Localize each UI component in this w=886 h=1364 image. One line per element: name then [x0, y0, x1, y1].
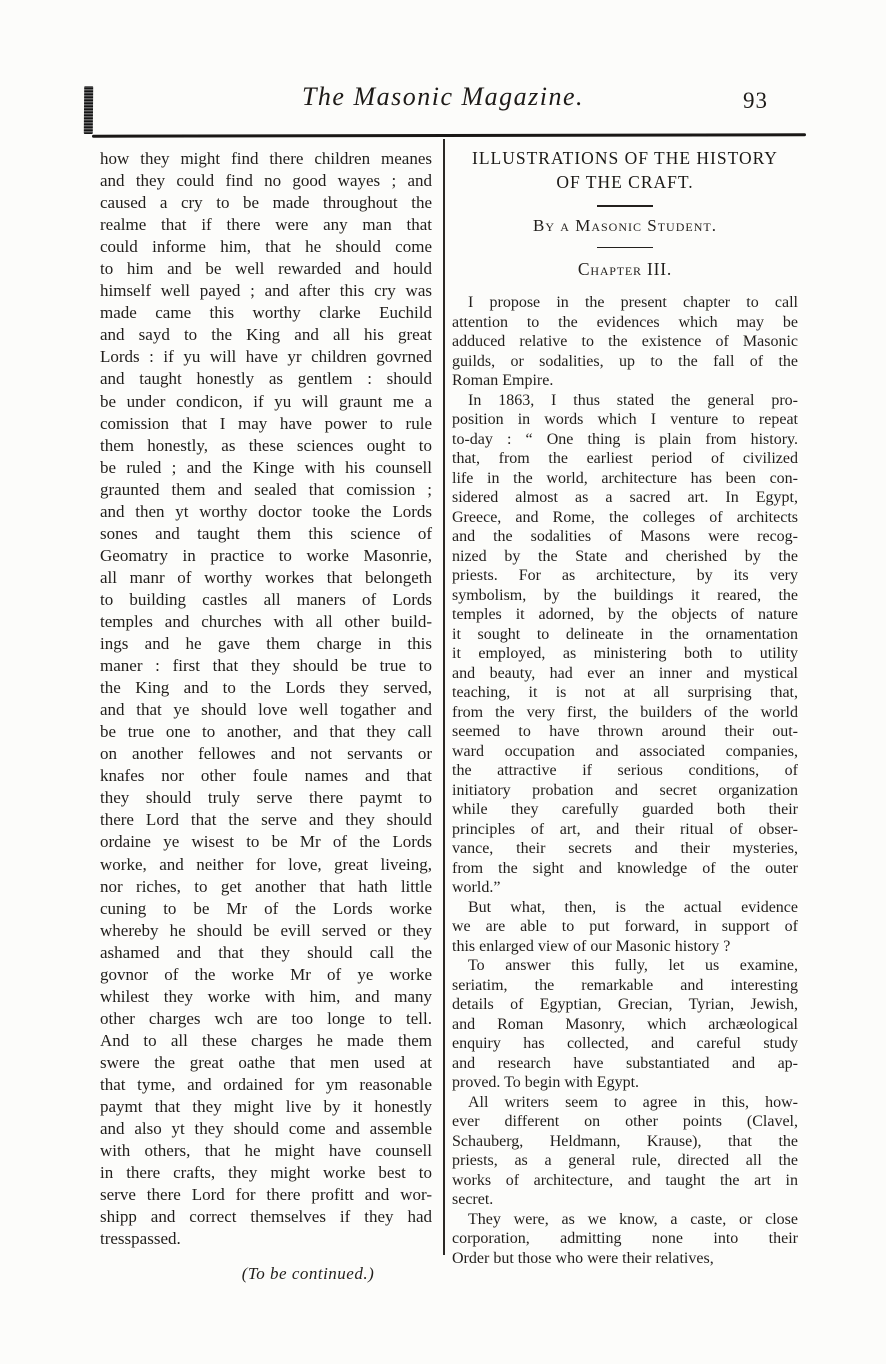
text-line: attention to the evidences which may be	[452, 313, 798, 331]
text-line: and beauty, had ever an inner and mystical	[452, 664, 798, 682]
text-line: world.”	[452, 879, 501, 897]
text-line: ings and he gave them charge in this	[100, 634, 432, 654]
text-line: knafes nor other foule names and that	[100, 766, 432, 786]
text-line: ward occupation and associated companies,	[452, 742, 798, 760]
paragraph	[452, 391, 798, 898]
text-line: whilest they worke with him, and many	[100, 986, 432, 1006]
text-line: and they could find no good wayes ; and	[100, 171, 432, 191]
text-line: I propose in the present chapter to call	[468, 294, 798, 312]
text-line: from the sight and knowledge of the outer	[452, 859, 798, 877]
text-line: that, from the earliest period of civilized	[452, 450, 798, 468]
paragraph	[452, 956, 798, 1093]
text-line: tresspassed.	[100, 1229, 181, 1249]
text-line: be under condicon, if yu will graunt me a	[100, 391, 432, 411]
text-line: Geomatry in practice to worke Masonrie,	[100, 545, 432, 565]
text-line: priests. For as architecture, by its very	[452, 567, 798, 585]
header-rule	[92, 133, 806, 137]
text-line: life in the world, architecture has been con-	[452, 469, 798, 487]
text-line: corporation, admitting none into their	[452, 1230, 798, 1248]
text-line: nized by the State and cherished by the	[452, 547, 798, 565]
text-line: sidered almost as a sacred art. In Egypt,	[452, 489, 798, 507]
text-line: whereby he should be evill served or they	[100, 920, 432, 940]
continuation-note: (To be continued.)	[241, 1264, 375, 1284]
journal-title: The Masonic Magazine.	[301, 82, 585, 111]
text-line: proved. To begin with Egypt.	[452, 1074, 640, 1092]
title-rule	[597, 205, 653, 207]
chapter-heading: Chapter III.	[577, 259, 673, 280]
text-line: cuning to be Mr of the Lords worke	[100, 898, 432, 918]
text-line: temples it adorned, by the objects of nature	[452, 606, 798, 624]
byline-rule	[597, 247, 653, 249]
text-line: on another fellowes and not servants or	[100, 744, 432, 764]
text-line: it sought to delineate in the ornamentation	[452, 625, 798, 643]
text-line: to him and be well rewarded and hould	[100, 259, 432, 279]
text-line: to-day : “ One thing is plain from history.	[452, 430, 798, 448]
text-line: Schauberg, Heldmann, Krause), that the	[452, 1132, 798, 1150]
text-line: In 1863, I thus stated the general pro-	[468, 391, 798, 409]
text-line: maner : first that they should be true to	[100, 656, 432, 676]
left-column-text	[100, 148, 432, 1250]
text-line: made came this worthy clarke Euchild	[100, 303, 432, 323]
text-line: and Roman Masonry, which archæological	[452, 1015, 798, 1033]
text-line: They were, as we know, a caste, or close	[468, 1210, 798, 1228]
text-line: enquiry has collected, and careful study	[452, 1035, 798, 1053]
text-line: graunted them and sealed that comission ;	[100, 479, 432, 499]
text-line: the King and to the Lords they served,	[100, 678, 432, 698]
text-line: from the very first, the builders of the world	[452, 703, 798, 721]
right-column	[452, 146, 798, 1268]
text-line: initiatory probation and secret organization	[452, 781, 798, 799]
text-line: But what, then, is the actual evidence	[468, 898, 798, 916]
text-line: all manr of worthy workes that belongeth	[100, 567, 432, 587]
right-column-text	[452, 293, 798, 1268]
paragraph	[452, 1210, 798, 1269]
text-line: ordaine ye wisest to be Mr of the Lords	[100, 832, 432, 852]
text-line: Roman Empire.	[452, 372, 554, 390]
text-line: symbolism, by the buildings it reared, the	[452, 586, 798, 604]
text-line: that tyme, and ordained for ym reasonable	[100, 1074, 432, 1094]
text-line: To answer this fully, let us examine,	[468, 957, 798, 975]
paragraph	[452, 293, 798, 391]
paragraph	[452, 898, 798, 957]
text-line: priests, as a general rule, directed all the	[452, 1152, 798, 1170]
text-line: we are able to put forward, in support of	[452, 918, 798, 936]
text-line: principles of art, and their ritual of obser-	[452, 820, 798, 838]
text-line: shipp and correct themselves if they had	[100, 1207, 432, 1227]
text-line: with others, that he might have counsell	[100, 1141, 432, 1161]
text-line: works of architecture, and taught the art in	[452, 1171, 798, 1189]
text-line: Order but those who were their relatives,	[452, 1249, 714, 1267]
text-line: details of Egyptian, Grecian, Tyrian, Jewish,	[452, 996, 798, 1014]
text-line: and the sodalities of Masons were recog-	[452, 528, 798, 546]
text-line: guilds, or sodalities, up to the fall of the	[452, 352, 798, 370]
page-number: 93	[743, 88, 768, 113]
text-line: swere the great oathe that men used at	[100, 1052, 432, 1072]
text-line: comission that I may have power to rule	[100, 413, 432, 433]
text-line: and also yt they should come and assemble	[100, 1119, 432, 1139]
text-line: ever different on other points (Clavel,	[452, 1113, 798, 1131]
article-title-line2: OF THE CRAFT.	[556, 172, 694, 192]
text-line: temples and churches with all other build-	[100, 611, 432, 631]
text-line: be ruled ; and the Kinge with his counsell	[100, 457, 432, 477]
text-line: Lords : if yu will have yr children govrned	[100, 347, 432, 367]
text-line: secret.	[452, 1191, 494, 1209]
text-line: And to all these charges he made them	[100, 1030, 432, 1050]
text-line: vance, their secrets and their mysteries,	[452, 840, 798, 858]
text-line: and then yt worthy doctor tooke the Lords	[100, 501, 432, 521]
text-line: govnor of the worke Mr of ye worke	[100, 964, 432, 984]
text-line: position in words which I venture to repeat	[452, 411, 798, 429]
text-line: paymt that they might live by it honestly	[100, 1097, 432, 1117]
text-line: himself well payed ; and after this cry was	[100, 281, 432, 301]
text-line: and research have substantiated and ap-	[452, 1054, 798, 1072]
text-line: worke, and neither for love, great liveing,	[100, 854, 432, 874]
left-column	[100, 148, 432, 1284]
text-line: in there crafts, they might worke best to	[100, 1163, 432, 1183]
text-line: other charges wch are too longe to tell.	[100, 1008, 432, 1028]
text-line: this enlarged view of our Masonic history ?	[452, 937, 731, 955]
text-line: could informe him, that he should come	[100, 237, 432, 257]
text-line: All writers seem to agree in this, how-	[468, 1093, 798, 1111]
paragraph	[452, 1093, 798, 1210]
text-line: teaching, it is not at all surprising that,	[452, 684, 798, 702]
text-line: sones and taught them this science of	[100, 523, 432, 543]
text-line: the attractive if serious conditions, of	[452, 762, 798, 780]
text-line: caused a cry to be made throughout the	[100, 193, 432, 213]
text-line: be true one to another, and that they call	[100, 722, 432, 742]
column-divider	[443, 139, 445, 1255]
text-line: seemed to have thrown around their out-	[452, 723, 798, 741]
text-line: adduced relative to the existence of Masonic	[452, 333, 798, 351]
article-title	[452, 146, 798, 194]
text-line: it employed, as ministering both to utility	[452, 645, 798, 663]
article-title-line1: ILLUSTRATIONS OF THE HISTORY	[472, 148, 778, 168]
byline: By a Masonic Student.	[533, 215, 717, 235]
text-line: nor riches, to get another that hath little	[100, 876, 432, 896]
text-line: Greece, and Rome, the colleges of architects	[452, 508, 798, 526]
text-line: there Lord that the serve and they should	[100, 810, 432, 830]
text-line: to building castles all maners of Lords	[100, 589, 432, 609]
text-line: they should truly serve there paymt to	[100, 788, 432, 808]
text-line: ashamed and that they should call the	[100, 942, 432, 962]
text-line: while they carefully guarded both their	[452, 801, 798, 819]
text-line: and taught honestly as gentlem : should	[100, 369, 432, 389]
text-line: realme that if there were any man that	[100, 215, 432, 235]
text-line: and that ye should love well togather and	[100, 700, 432, 720]
text-line: serve there Lord for there profitt and wor-	[100, 1185, 432, 1205]
text-line: and sayd to the King and all his great	[100, 325, 432, 345]
text-line: them honestly, as these sciences ought to	[100, 435, 432, 455]
text-line: seriatim, the remarkable and interesting	[452, 976, 798, 994]
text-line: how they might find there children meanes	[100, 149, 432, 168]
